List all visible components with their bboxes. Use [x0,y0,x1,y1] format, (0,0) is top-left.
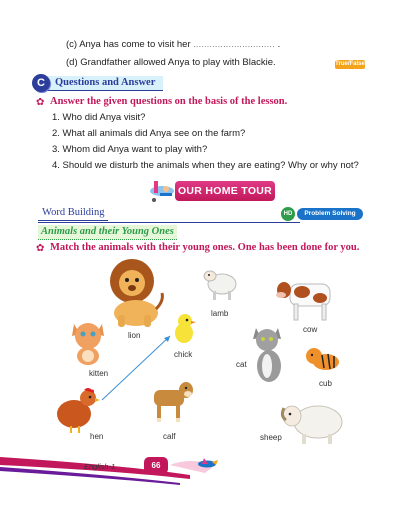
match-instruction: Match the animals with their young ones. One has been done for you. [50,242,360,253]
section-c-instruction: Answer the given questions on the basis of the lesson. [50,96,288,107]
label-cat: cat [236,360,247,369]
label-calf: calf [163,432,176,441]
label-hen: hen [90,432,104,441]
label-sheep: sheep [260,433,282,442]
exercise-item-c [66,39,280,51]
our-home-tour-banner: OUR HOME TOUR [175,181,275,201]
hen-icon [52,386,102,434]
badge-false-text: False [349,61,365,67]
animals-subheading: Animals and their Young Ones [38,225,177,240]
question-2: 2. What all animals did Anya see on the farm? [52,128,246,139]
footer-swoosh [0,443,400,508]
flower-bullet-icon-2: ✿ [36,243,45,254]
cow-icon [276,276,342,324]
footer-plane-icon [196,456,218,470]
question-1: 1. Who did Anya visit? [52,112,146,123]
word-building-title: Word Building [38,205,108,221]
item-c-blank: .............................. [193,40,275,49]
item-d-text: (d) Grandfather allowed Anya to play with Blackie. [66,57,276,68]
lion-icon [104,257,166,329]
badge-separator: / [347,61,350,67]
question-3: 3. Whom did Anya want to play with? [52,144,208,155]
label-chick: chick [174,350,193,359]
problem-solving-badge: Problem Solving [297,208,363,220]
tiger-cub-icon [304,344,342,374]
page-number: 66 [144,457,168,474]
match-arrow-line [98,330,178,404]
label-cow: cow [303,325,318,334]
sheep-icon [278,398,348,446]
true-false-badge [335,60,365,69]
cat-icon [250,324,286,384]
section-c-letter: C [32,74,50,92]
airplane-icon [148,177,178,203]
hd-badge: HD [281,207,295,221]
lamb-icon [202,264,240,302]
exercise-item-d [66,57,276,69]
item-c-text: (c) Anya has come to visit her [66,39,191,50]
footer-book-name: English-1 [84,462,116,471]
question-4: 4. Should we disturb the animals when they are eating? Why or why not? [52,160,359,171]
label-lion: lion [128,331,141,340]
label-cub: cub [319,379,332,388]
label-kitten: kitten [89,369,109,378]
flower-bullet-icon: ✿ [36,97,45,108]
section-c-title: Questions and Answer [45,76,163,91]
label-lamb: lamb [211,309,229,318]
word-building-underline [38,222,300,223]
item-c-period: . [277,39,281,50]
badge-true-text: True [335,61,348,67]
